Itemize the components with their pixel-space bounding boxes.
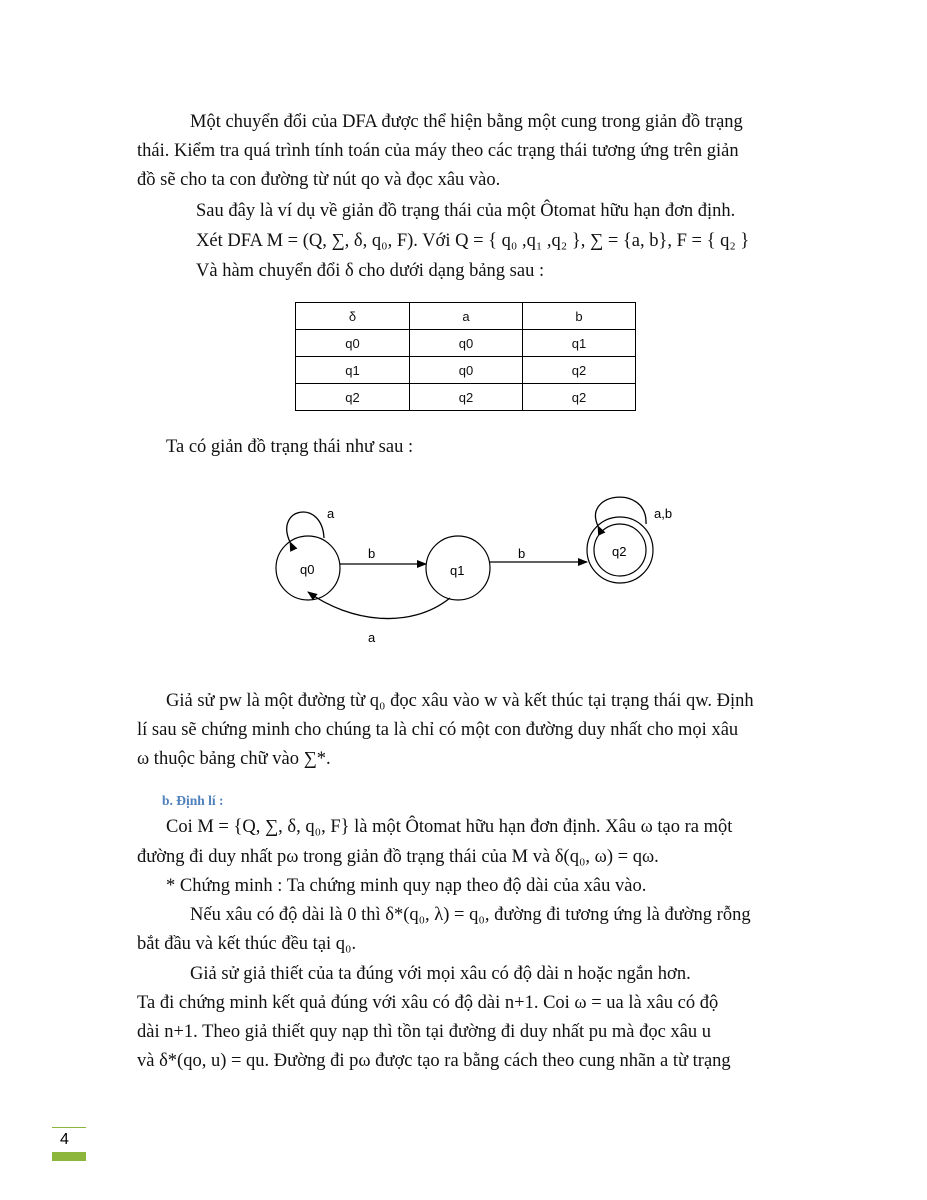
text-line: Sau đây là ví dụ về giản đồ trạng thái của một Ôtomat hữu hạn đơn định. (196, 201, 736, 221)
table-header-cell: δ (296, 303, 410, 330)
table-row (296, 357, 636, 384)
table-row (296, 384, 636, 411)
page-number: 4 (60, 1131, 69, 1148)
text-line: Ta có giản đồ trạng thái như sau : (166, 437, 414, 457)
section-heading: b. Định lí : (162, 793, 224, 808)
text-line: Giả sử pw là một đường từ q₀ đọc xâu vào w và kết thúc tại trạng thái qw. Định (166, 691, 754, 711)
table-cell: q1 (296, 357, 410, 384)
label-q1-q2: b (518, 546, 526, 561)
text-line: * Chứng minh : Ta chứng minh quy nạp theo độ dài của xâu vào. (166, 876, 647, 896)
label-self-q0: a (327, 506, 335, 521)
edge-q1-q0 (308, 592, 450, 619)
label-q1-q0: a (368, 630, 376, 645)
text-line: Xét DFA M = (Q, ∑, δ, q₀, F). Với Q = { q₀ ,q₁ ,q₂ }, ∑ = {a, b}, F = { q₂ } (196, 231, 750, 251)
text-line: Coi M = {Q, ∑, δ, q₀, F} là một Ôtomat hữu hạn đơn định. Xâu ω tạo ra một (166, 817, 733, 837)
text-line: Nếu xâu có độ dài là 0 thì δ*(q₀, λ) = q₀, đường đi tương ứng là đường rỗng (190, 905, 751, 925)
text-line: thái. Kiểm tra quá trình tính toán của máy theo các trạng thái tương ứng trên giản (137, 141, 739, 161)
table-cell: q0 (410, 357, 523, 384)
text-line: và δ*(qo, u) = qu. Đường đi pω được tạo ra bằng cách theo cung nhãn a từ trạng (137, 1051, 731, 1071)
table-cell: q2 (523, 357, 636, 384)
text-line: bắt đầu và kết thúc đều tại q₀. (137, 934, 357, 954)
table-cell: q2 (296, 384, 410, 411)
footer-accent-bar (52, 1152, 86, 1161)
state-diagram (260, 490, 700, 650)
table-cell: q2 (523, 384, 636, 411)
table-header-cell: a (410, 303, 523, 330)
table-header-cell: b (523, 303, 636, 330)
text-line: Một chuyển đổi của DFA được thể hiện bằng một cung trong giản đồ trạng (190, 112, 743, 132)
text-line: Giả sử giả thiết của ta đúng với mọi xâu có độ dài n hoặc ngắn hơn. (190, 964, 691, 984)
text-line: ω thuộc bảng chữ vào ∑*. (137, 749, 331, 769)
table-cell: q0 (410, 330, 523, 357)
state-label-q1: q1 (450, 563, 465, 578)
label-q0-q1: b (368, 546, 376, 561)
table-cell: q0 (296, 330, 410, 357)
table-row (296, 330, 636, 357)
table-cell: q2 (410, 384, 523, 411)
footer-rule (52, 1127, 86, 1128)
label-self-q2: a,b (654, 506, 673, 521)
state-label-q0: q0 (300, 562, 315, 577)
text-line: Ta đi chứng minh kết quả đúng với xâu có độ dài n+1. Coi ω = ua là xâu có độ (137, 993, 719, 1013)
text-line: dài n+1. Theo giả thiết quy nạp thì tồn tại đường đi duy nhất pu mà đọc xâu u (137, 1022, 712, 1042)
table-header-row (296, 303, 636, 330)
text-line: đường đi duy nhất pω trong giản đồ trạng thái của M và δ(q₀, ω) = qω. (137, 847, 659, 867)
transition-table (295, 302, 636, 411)
text-line: đồ sẽ cho ta con đường từ nút qo và đọc xâu vào. (137, 170, 501, 190)
state-label-q2: q2 (612, 544, 627, 559)
text-line: Và hàm chuyển đổi δ cho dưới dạng bảng sau : (196, 261, 545, 281)
text-line: lí sau sẽ chứng minh cho chúng ta là chỉ có một con đường duy nhất cho mọi xâu (137, 720, 739, 740)
table-cell: q1 (523, 330, 636, 357)
